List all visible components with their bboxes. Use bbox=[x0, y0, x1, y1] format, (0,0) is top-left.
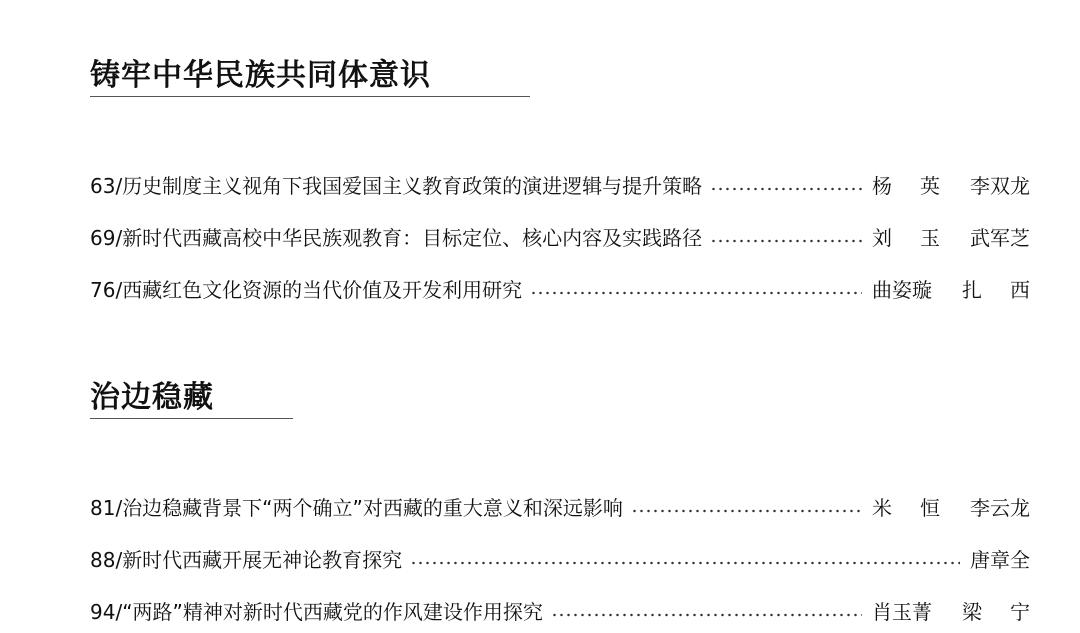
author-name: 杨英 bbox=[872, 174, 968, 198]
dot-leader bbox=[410, 561, 960, 565]
entry-authors bbox=[872, 493, 1030, 523]
dot-leader bbox=[530, 291, 862, 295]
entry-title: 81/治边稳藏背景下“两个确立”对西藏的重大意义和深远影响 bbox=[90, 496, 623, 520]
author-name: 曲姿璇 bbox=[872, 278, 932, 302]
author-name: 唐章全 bbox=[970, 548, 1030, 572]
entry-title: 94/“两路”精神对新时代西藏党的作风建设作用探究 bbox=[90, 600, 543, 624]
toc-entry[interactable] bbox=[90, 597, 1058, 627]
section-title: 铸牢中华民族共同体意识 bbox=[90, 58, 431, 93]
section-divider bbox=[90, 418, 293, 419]
entry-authors bbox=[872, 171, 1030, 201]
author-name: 米恒 bbox=[872, 496, 968, 520]
author-name: 李云龙 bbox=[970, 496, 1030, 520]
entry-title: 88/新时代西藏开展无神论教育探究 bbox=[90, 548, 403, 572]
entry-authors bbox=[872, 275, 1058, 305]
dot-leader bbox=[631, 509, 862, 513]
author-name: 刘玉 bbox=[872, 226, 968, 250]
dot-leader bbox=[710, 187, 862, 191]
entry-title: 63/历史制度主义视角下我国爱国主义教育政策的演进逻辑与提升策略 bbox=[90, 174, 703, 198]
toc-entry[interactable] bbox=[90, 275, 1058, 305]
dot-leader bbox=[551, 613, 862, 617]
author-name: 梁宁 bbox=[962, 600, 1058, 624]
entry-title: 69/新时代西藏高校中华民族观教育：目标定位、核心内容及实践路径 bbox=[90, 226, 703, 250]
author-name: 武军芝 bbox=[970, 226, 1030, 250]
author-name: 肖玉菁 bbox=[872, 600, 932, 624]
toc-entry[interactable] bbox=[90, 223, 1030, 253]
toc-entry[interactable] bbox=[90, 171, 1030, 201]
entry-authors bbox=[872, 223, 1030, 253]
entry-authors bbox=[872, 597, 1058, 627]
section-divider bbox=[90, 96, 530, 97]
toc-entry[interactable] bbox=[90, 493, 1030, 523]
entry-authors bbox=[970, 545, 1030, 575]
entry-title: 76/西藏红色文化资源的当代价值及开发利用研究 bbox=[90, 278, 523, 302]
author-name: 李双龙 bbox=[970, 174, 1030, 198]
author-name: 扎西 bbox=[962, 278, 1058, 302]
toc-entry[interactable] bbox=[90, 545, 1030, 575]
dot-leader bbox=[710, 239, 862, 243]
section-title: 治边稳藏 bbox=[90, 380, 214, 415]
